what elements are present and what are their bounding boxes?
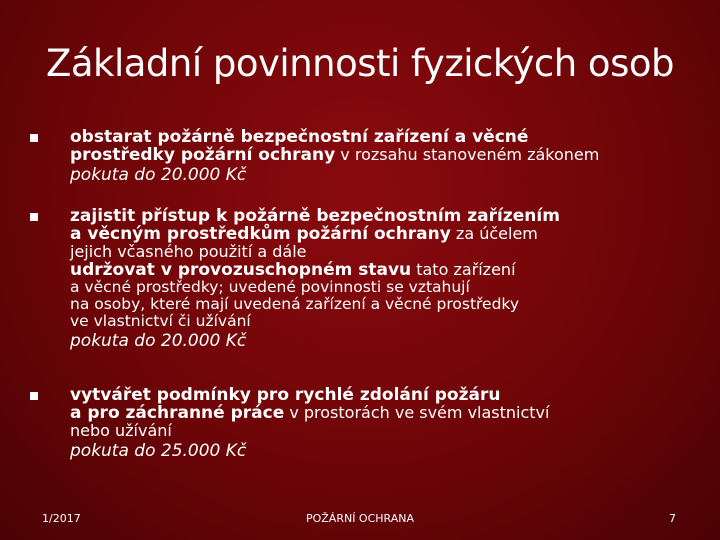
- bullet-body: [70, 386, 680, 462]
- bullet-line: udržovat v provozuschopném stavu tato zařízení: [70, 260, 516, 280]
- bullet-line: jejich včasného použití a dále: [70, 242, 307, 261]
- bullet-line: a pro záchranné práce v prostorách ve svém vlastnictví: [70, 403, 550, 423]
- footer-date: 1/2017: [42, 512, 81, 525]
- bullet-line: vytvářet podmínky pro rychlé zdolání požáru: [70, 385, 501, 405]
- fine-line: ve vlastnictví či užívání: [70, 312, 251, 330]
- footer-title: POŽÁRNÍ OCHRANA: [305, 512, 415, 525]
- fine-line: na osoby, které mají uvedená zařízení a věcné prostředky: [70, 295, 520, 313]
- penalty-text: pokuta do 20.000 Kč: [70, 165, 247, 185]
- bullet-line: zajistit přístup k požárně bezpečnostním zařízením: [70, 206, 560, 226]
- bullet-line: nebo užívání: [70, 421, 172, 440]
- page-number: 7: [669, 512, 676, 525]
- bullet-square-icon: [30, 392, 38, 400]
- slide-title: Základní povinnosti fyzických osob: [46, 42, 674, 85]
- bullet-square-icon: [30, 134, 38, 142]
- bullet-line: a věcným prostředkům požární ochrany za účelem: [70, 224, 538, 244]
- bullet-line: prostředky požární ochrany v rozsahu stanoveném zákonem: [70, 145, 600, 165]
- bullet-body: [70, 128, 680, 186]
- fine-line: a věcné prostředky; uvedené povinnosti se vztahují: [70, 278, 470, 296]
- bullet-body: [70, 207, 680, 352]
- bullet-line: obstarat požárně bezpečnostní zařízení a věcné: [70, 127, 529, 147]
- penalty-text: pokuta do 20.000 Kč: [70, 331, 247, 351]
- penalty-text: pokuta do 25.000 Kč: [70, 441, 247, 461]
- bullet-square-icon: [30, 213, 38, 221]
